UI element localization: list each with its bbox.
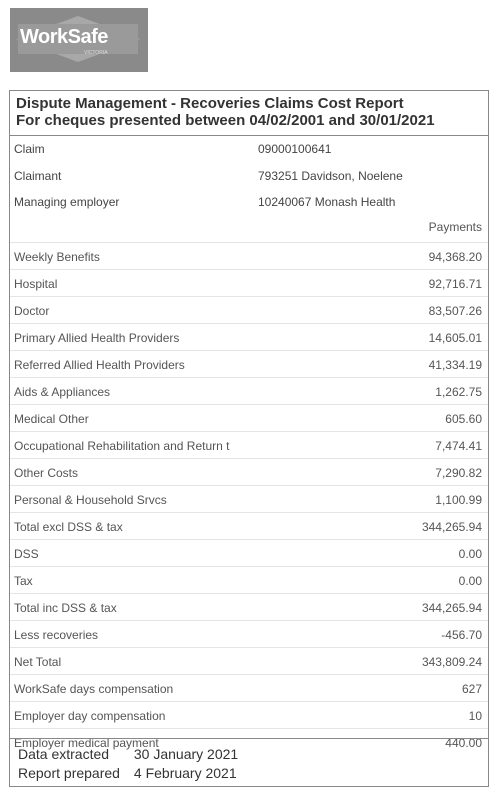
cost-line-value: 41,334.19	[428, 357, 482, 372]
cost-line-row	[10, 593, 488, 620]
cost-line-value: 94,368.20	[428, 249, 482, 264]
cost-line-label: WorkSafe days compensation	[14, 681, 174, 696]
cost-line-row	[10, 431, 488, 458]
report-prepared-label: Report prepared	[18, 765, 120, 781]
cost-line-row	[10, 674, 488, 701]
report-subtitle: For cheques presented between 04/02/2001 and 30/01/2021	[16, 112, 435, 129]
report-footer	[10, 735, 488, 786]
cost-line-value: 7,290.82	[435, 465, 482, 480]
cost-line-value: 627	[461, 681, 482, 696]
info-row	[10, 189, 488, 216]
payments-column-label: Payments	[428, 219, 482, 234]
cost-line-label: Medical Other	[14, 411, 89, 426]
info-value: 10240067 Monash Health	[258, 195, 396, 209]
report-header	[10, 91, 488, 136]
cost-line-label: Other Costs	[14, 465, 79, 480]
worksafe-logo	[10, 8, 148, 72]
data-extracted-label: Data extracted	[18, 746, 110, 762]
cost-line-label: Aids & Appliances	[14, 384, 111, 399]
report-panel	[9, 90, 489, 787]
data-extracted-row	[18, 745, 488, 764]
cost-line-value: 344,265.94	[421, 600, 482, 615]
payments-header	[10, 216, 488, 242]
cost-line-value: 10	[468, 708, 482, 723]
cost-line-row	[10, 323, 488, 350]
cost-line-label: Hospital	[14, 276, 58, 291]
cost-line-value: 440.00	[445, 735, 482, 750]
info-row	[10, 136, 488, 163]
info-label: Managing employer	[14, 195, 120, 209]
info-value: 793251 Davidson, Noelene	[258, 168, 403, 183]
logo-text: WorkSafe	[20, 26, 108, 48]
cost-line-row	[10, 512, 488, 539]
cost-line-label: Primary Allied Health Providers	[14, 330, 180, 345]
cost-line-row	[10, 647, 488, 674]
cost-line-row	[10, 404, 488, 431]
data-extracted-value: 30 January 2021	[133, 746, 239, 762]
cost-line-value: 92,716.71	[428, 276, 482, 291]
cost-line-label: Employer medical payment	[14, 735, 159, 750]
cost-line-label: DSS	[14, 546, 39, 561]
cost-line-label: Total inc DSS & tax	[14, 600, 117, 615]
cost-line-label: Total excl DSS & tax	[14, 519, 123, 534]
cost-line-row	[10, 350, 488, 377]
cost-lines	[10, 242, 488, 755]
cost-line-label: Net Total	[14, 654, 62, 669]
cost-line-value: 344,265.94	[421, 519, 482, 534]
cost-line-row	[10, 539, 488, 566]
cost-line-label: Doctor	[14, 303, 50, 318]
logo-tagline: VICTORIA	[84, 50, 108, 56]
cost-line-value: 7,474.41	[435, 438, 482, 453]
cost-line-value: 14,605.01	[428, 330, 482, 345]
cost-line-label: Occupational Rehabilitation and Return t	[14, 438, 230, 453]
info-row	[10, 163, 488, 190]
cost-line-row	[10, 566, 488, 593]
cost-line-row	[10, 701, 488, 728]
report-title: Dispute Management - Recoveries Claims Cost Report	[16, 95, 404, 112]
info-value: 09000100641	[258, 142, 332, 156]
cost-line-value: 605.60	[445, 411, 482, 426]
cost-line-label: Tax	[14, 573, 33, 588]
info-label: Claim	[14, 142, 45, 156]
cost-line-row	[10, 242, 488, 269]
cost-line-value: 0.00	[458, 546, 482, 561]
cost-line-row	[10, 296, 488, 323]
cost-line-value: -456.70	[441, 627, 482, 642]
cost-line-row	[10, 485, 488, 512]
cost-line-label: Personal & Household Srvcs	[14, 492, 167, 507]
cost-line-value: 83,507.26	[428, 303, 482, 318]
cost-line-row	[10, 377, 488, 404]
cost-line-label: Referred Allied Health Providers	[14, 357, 185, 372]
report-prepared-row	[18, 764, 488, 783]
cost-line-row	[10, 620, 488, 647]
cost-line-value: 0.00	[458, 573, 482, 588]
cost-line-label: Weekly Benefits	[14, 249, 100, 264]
cost-line-value: 1,262.75	[435, 384, 482, 399]
cost-line-row	[10, 269, 488, 296]
cost-line-value: 1,100.99	[435, 492, 482, 507]
cost-line-label: Employer day compensation	[14, 708, 166, 723]
claim-info	[10, 136, 488, 216]
cost-line-value: 343,809.24	[421, 654, 482, 669]
info-label: Claimant	[14, 168, 62, 183]
cost-line-row	[10, 458, 488, 485]
report-prepared-value: 4 February 2021	[133, 765, 237, 781]
cost-line-label: Less recoveries	[14, 627, 99, 642]
